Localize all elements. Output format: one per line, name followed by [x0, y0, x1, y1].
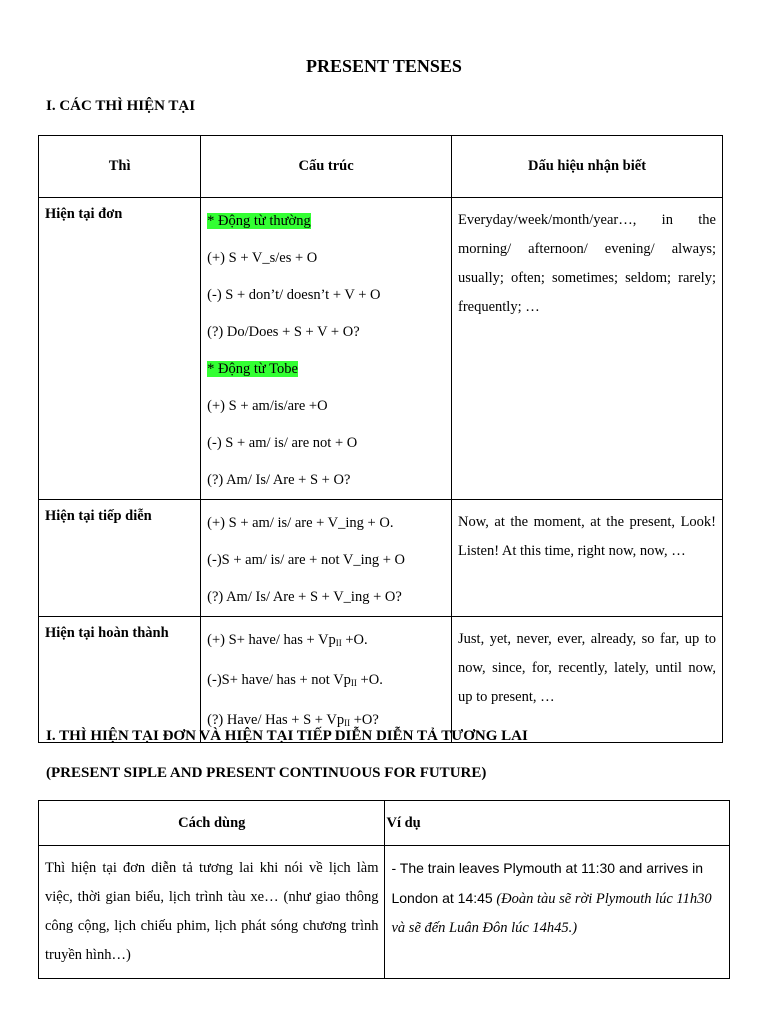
section-heading-present-tenses: I. CÁC THÌ HIỆN TẠI — [46, 98, 196, 114]
highlight-verb-heading: * Động từ thường — [207, 213, 311, 229]
header-usage: Cách dùng — [39, 801, 385, 846]
tense-name: Hiện tại hoàn thành — [39, 617, 201, 743]
header-tense: Thì — [39, 136, 201, 198]
structure-line: (+) S+ have/ has + $Vp_{II} +O$. — [207, 632, 368, 648]
structure-cell — [201, 500, 452, 617]
example-cell — [385, 846, 730, 979]
structure-line: (-) S + am/ is/ are not + O — [207, 435, 358, 451]
structure-line: (-) S + don’t/ doesn’t + V + O — [207, 287, 381, 303]
structure-line: (-)S+ have/ has + not $Vp_{II} +O$. — [207, 672, 383, 688]
tense-name: Hiện tại tiếp diễn — [39, 500, 201, 617]
header-signals: Dấu hiệu nhận biết — [452, 136, 723, 198]
section-subheading-future: (PRESENT SIPLE AND PRESENT CONTINUOUS FOR FUTURE) — [46, 765, 487, 781]
header-example: Ví dụ — [385, 801, 730, 846]
table-row — [39, 846, 730, 979]
section-heading-future: I. THÌ HIỆN TẠI ĐƠN VÀ HIỆN TẠI TIẾP DIỄN DIỄN TẢ TƯƠNG LAI — [46, 728, 528, 744]
table-row — [39, 198, 723, 500]
structure-line: (?) Have/ Has + $S + Vp_{II} +O$? — [207, 712, 379, 728]
future-usage-table — [38, 800, 730, 979]
structure-cell — [201, 617, 452, 743]
structure-line: (+) S + V_s/es + O — [207, 250, 318, 266]
structure-cell — [201, 198, 452, 500]
structure-line: (?) Do/Does + S + V + O? — [207, 324, 360, 340]
table-header-row — [39, 136, 723, 198]
structure-line: (-)S + am/ is/ are + not V_ing + O — [207, 552, 406, 568]
usage-cell: Thì hiện tại đơn diễn tả tương lai khi nói về lịch làm việc, thời gian biểu, lịch trình tàu xe… (như giao thông công cộng, lịch chiếu phim, lịch phát sóng chương trình truyền hình…) — [39, 846, 385, 979]
table-header-row — [39, 801, 730, 846]
page-title: PRESENT TENSES — [306, 56, 462, 76]
present-tenses-table — [38, 135, 723, 743]
signals-cell: Now, at the moment, at the present, Look! Listen! At this time, right now, now, … — [452, 500, 723, 617]
tense-name: Hiện tại đơn — [39, 198, 201, 500]
example-vietnamese: (Đoàn tàu sẽ rời Plymouth lúc 11h30 và sẽ đến Luân Đôn lúc 14h45.) — [391, 891, 712, 936]
table-row — [39, 617, 723, 743]
table-row — [39, 500, 723, 617]
highlight-tobe-heading: * Động từ Tobe — [207, 361, 298, 377]
signals-cell: Just, yet, never, ever, already, so far, up to now, since, for, recently, lately, until now, up to present, … — [452, 617, 723, 743]
example-english: - The train leaves Plymouth at 11:30 and arrives in London at 14:45 — [391, 860, 704, 906]
structure-line: (?) Am/ Is/ Are + S + V_ing + O? — [207, 589, 402, 605]
structure-line: (+) S + am/is/are +O — [207, 398, 328, 414]
structure-line: (?) Am/ Is/ Are + S + O? — [207, 472, 351, 488]
structure-line: (+) S + am/ is/ are + V_ing + O. — [207, 515, 394, 531]
header-structure: Cấu trúc — [201, 136, 452, 198]
signals-cell: Everyday/week/month/year…, in the morning/ afternoon/ evening/ always; usually; often; sometimes; seldom; rarely; frequently; … — [452, 198, 723, 500]
